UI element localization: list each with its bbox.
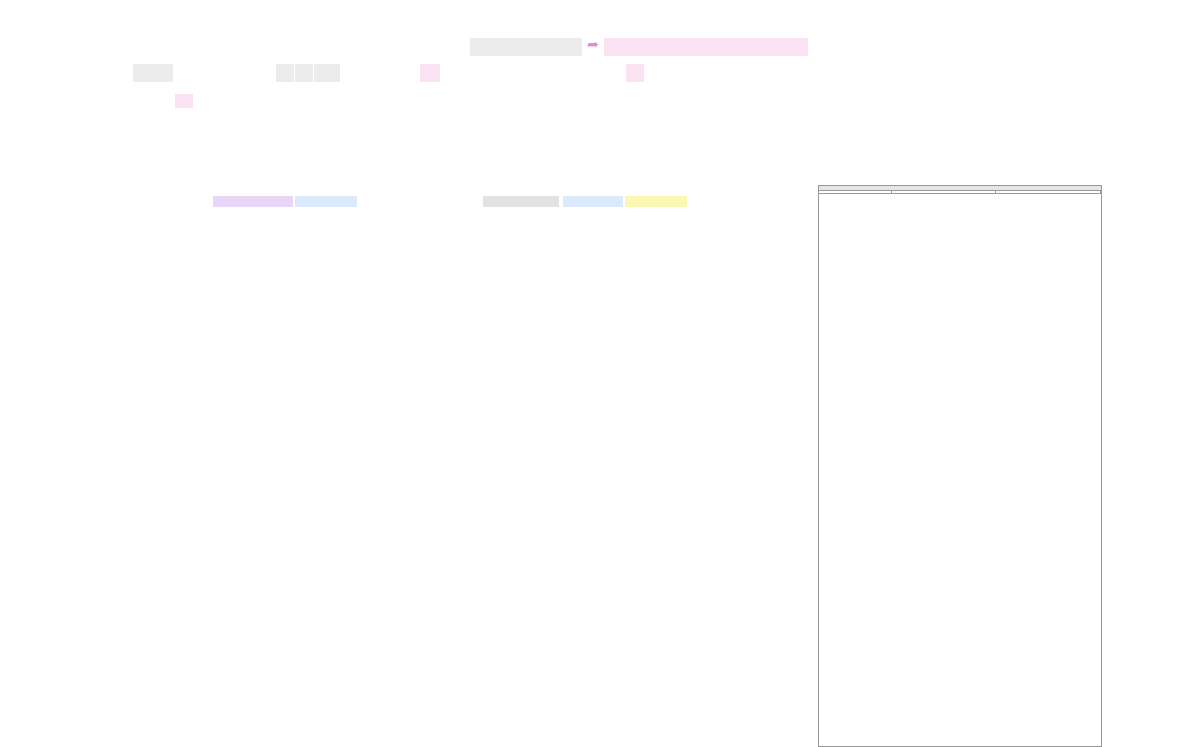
day-fav: [563, 196, 623, 207]
period-fav: [295, 196, 357, 207]
col-neg: [996, 191, 1101, 193]
share-arrow-icon[interactable]: ➦: [587, 38, 599, 53]
god-field[interactable]: [133, 64, 173, 82]
period-unfav: [213, 196, 293, 207]
birth-year-field[interactable]: [314, 64, 340, 82]
popularity-value: [604, 38, 808, 56]
name-field[interactable]: [470, 38, 582, 56]
birth-day-field[interactable]: [276, 64, 294, 82]
energy-table: [818, 185, 1102, 747]
birth-month-field[interactable]: [295, 64, 313, 82]
consciousness-value: [420, 64, 440, 82]
col-pos: [892, 191, 997, 193]
col-name: [819, 191, 892, 193]
mission-value: [626, 64, 644, 82]
personal-year-value: [175, 94, 193, 108]
day-neutral: [625, 196, 687, 207]
day-unfav: [483, 196, 559, 207]
